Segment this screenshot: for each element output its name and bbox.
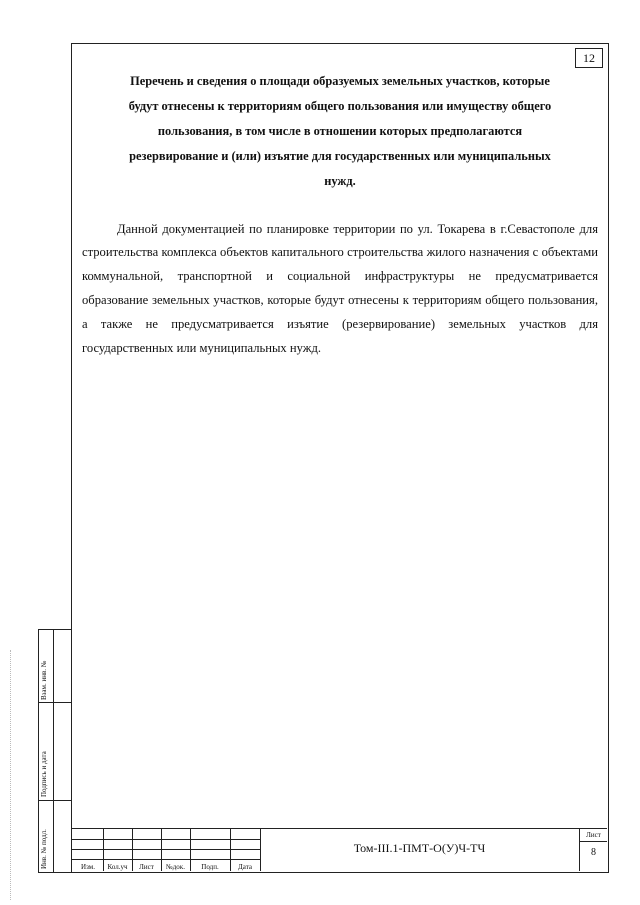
stamp-column-labels (72, 860, 260, 872)
stamp-col-label: Дата (238, 863, 252, 871)
stamp-col-label: №док. (166, 863, 185, 871)
stamp-col-label: Изм. (81, 863, 95, 871)
margin-label: Подпись и дата (40, 751, 48, 797)
sheet-cell (579, 829, 607, 871)
margin-row (39, 630, 72, 703)
margin-row (39, 801, 72, 873)
binding-dotted-line (10, 650, 13, 900)
heading-line: резервирование и (или) изъятие для государственных или муниципальных (129, 149, 551, 163)
document-frame (71, 43, 609, 873)
margin-row (39, 703, 72, 801)
margin-label: Инв. № подл. (40, 829, 48, 869)
stamp-col-label: Лист (139, 863, 154, 871)
body-paragraph: Данной документацией по планировке территории по ул. Токарева в г.Севастополе для строительства комплекса объектов капитального строительства жилого назначения с объектами коммунальной, транспортной и социальной инфраструктуры не предусматривается образование земельных участков, которые будут отнесены к территориям общего пользования, а также не предусматривается изъятие (резервирование) земельных участков для государственных или муниципальных нужд. (82, 221, 598, 355)
heading-line: пользования, в том числе в отношении которых предполагаются (157, 124, 523, 138)
margin-approval-table (38, 629, 71, 873)
page-number: 12 (575, 48, 603, 68)
sheet-label: Лист (580, 829, 607, 842)
document-code: Том-III.1-ПМТ-О(У)Ч-ТЧ (353, 841, 486, 855)
sheet-number: 8 (591, 847, 596, 858)
stamp-col-label: Подп. (201, 863, 219, 871)
heading-line: Перечень и сведения о площади образуемых земельных участков, которые (130, 74, 550, 88)
margin-label: Взам. инв. № (40, 660, 48, 700)
heading-line: нужд. (324, 174, 356, 188)
section-heading (90, 69, 590, 194)
heading-line: будут отнесены к территориям общего пользования или имуществу общего (128, 99, 552, 113)
title-block-stamp (72, 828, 607, 872)
stamp-col-label: Кол.уч (107, 863, 128, 871)
